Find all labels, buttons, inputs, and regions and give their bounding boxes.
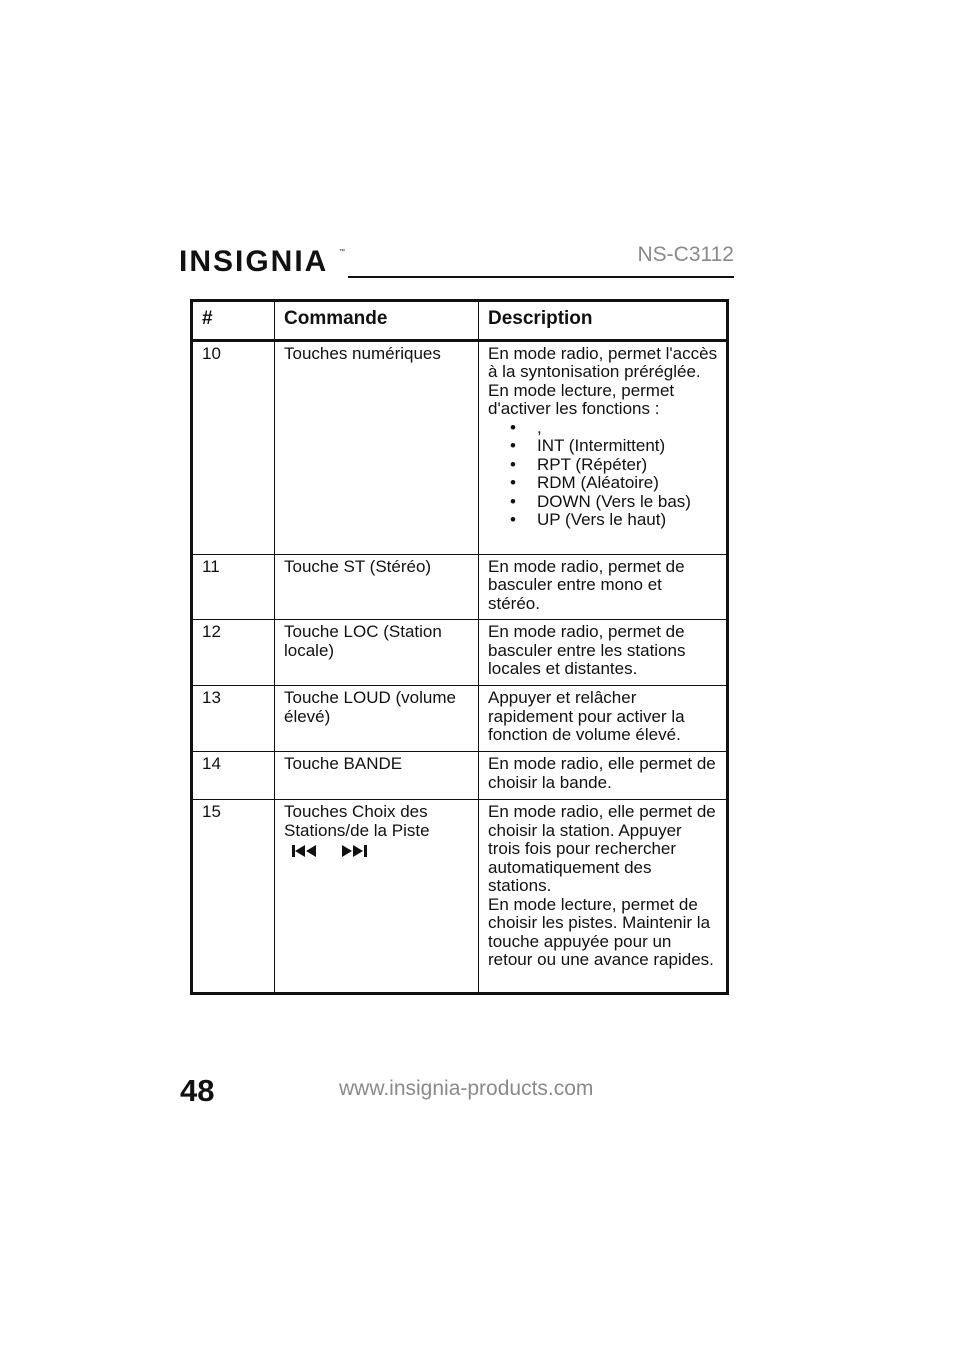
row-command: Touches numériques — [275, 340, 479, 554]
row-description: En mode radio, permet de basculer entre mono et stéréo. — [479, 554, 728, 620]
table-row — [192, 800, 728, 994]
row-description — [479, 800, 728, 994]
list-item: • INT (Intermittent) — [510, 437, 718, 456]
row-command: Touche ST (Stéréo) — [275, 554, 479, 620]
row-command: Touche LOUD (volume élevé) — [275, 686, 479, 752]
row-number: 14 — [192, 752, 275, 800]
trademark-symbol: ™ — [339, 249, 345, 255]
list-item: • RPT (Répéter) — [510, 456, 718, 475]
row-description — [479, 340, 728, 554]
list-item: • RDM (Aléatoire) — [510, 474, 718, 493]
row-command — [275, 800, 479, 994]
description-line: En mode radio, elle permet de choisir la station. Appuyer trois fois pour rechercher automatiquement des stations. — [488, 802, 716, 895]
row-number: 15 — [192, 800, 275, 994]
description-line: En mode lecture, permet d'activer les fonctions : — [488, 380, 675, 418]
command-table — [190, 299, 729, 995]
table-row — [192, 340, 728, 554]
brand-wordmark: INSIGNIA — [179, 245, 329, 278]
brand-logo — [179, 240, 344, 284]
row-command: Touche BANDE — [275, 752, 479, 800]
track-icons — [284, 844, 470, 858]
command-label: Touches Choix des Stations/de la Piste — [284, 802, 430, 840]
description-line: En mode lecture, permet de choisir les pistes. Maintenir la touche appuyée pour un retour ou une avance rapides. — [488, 894, 714, 969]
function-list — [488, 419, 718, 530]
list-item: • , — [510, 419, 718, 438]
model-number: NS-C3112 — [637, 243, 734, 266]
column-header-command: Commande — [275, 301, 479, 341]
list-item: • UP (Vers le haut) — [510, 511, 718, 530]
page-number: 48 — [180, 1073, 215, 1108]
table-header-row — [192, 301, 728, 341]
table-row — [192, 752, 728, 800]
row-number: 13 — [192, 686, 275, 752]
row-number: 11 — [192, 554, 275, 620]
column-header-description: Description — [479, 301, 728, 341]
command-table-container — [190, 299, 726, 995]
column-header-number: # — [192, 301, 275, 341]
row-description: Appuyer et relâcher rapidement pour activer la fonction de volume élevé. — [479, 686, 728, 752]
row-description: En mode radio, permet de basculer entre les stations locales et distantes. — [479, 620, 728, 686]
row-number: 12 — [192, 620, 275, 686]
table-row — [192, 620, 728, 686]
table-row — [192, 554, 728, 620]
row-number: 10 — [192, 340, 275, 554]
skip-next-icon — [342, 844, 368, 858]
row-description: En mode radio, elle permet de choisir la bande. — [479, 752, 728, 800]
footer-url: www.insignia-products.com — [339, 1077, 594, 1100]
header-rule — [348, 276, 734, 278]
skip-previous-icon — [292, 844, 318, 858]
description-line: En mode radio, permet l'accès à la syntonisation préréglée. — [488, 343, 718, 381]
table-row — [192, 686, 728, 752]
list-item: • DOWN (Vers le bas) — [510, 493, 718, 512]
row-command: Touche LOC (Station locale) — [275, 620, 479, 686]
